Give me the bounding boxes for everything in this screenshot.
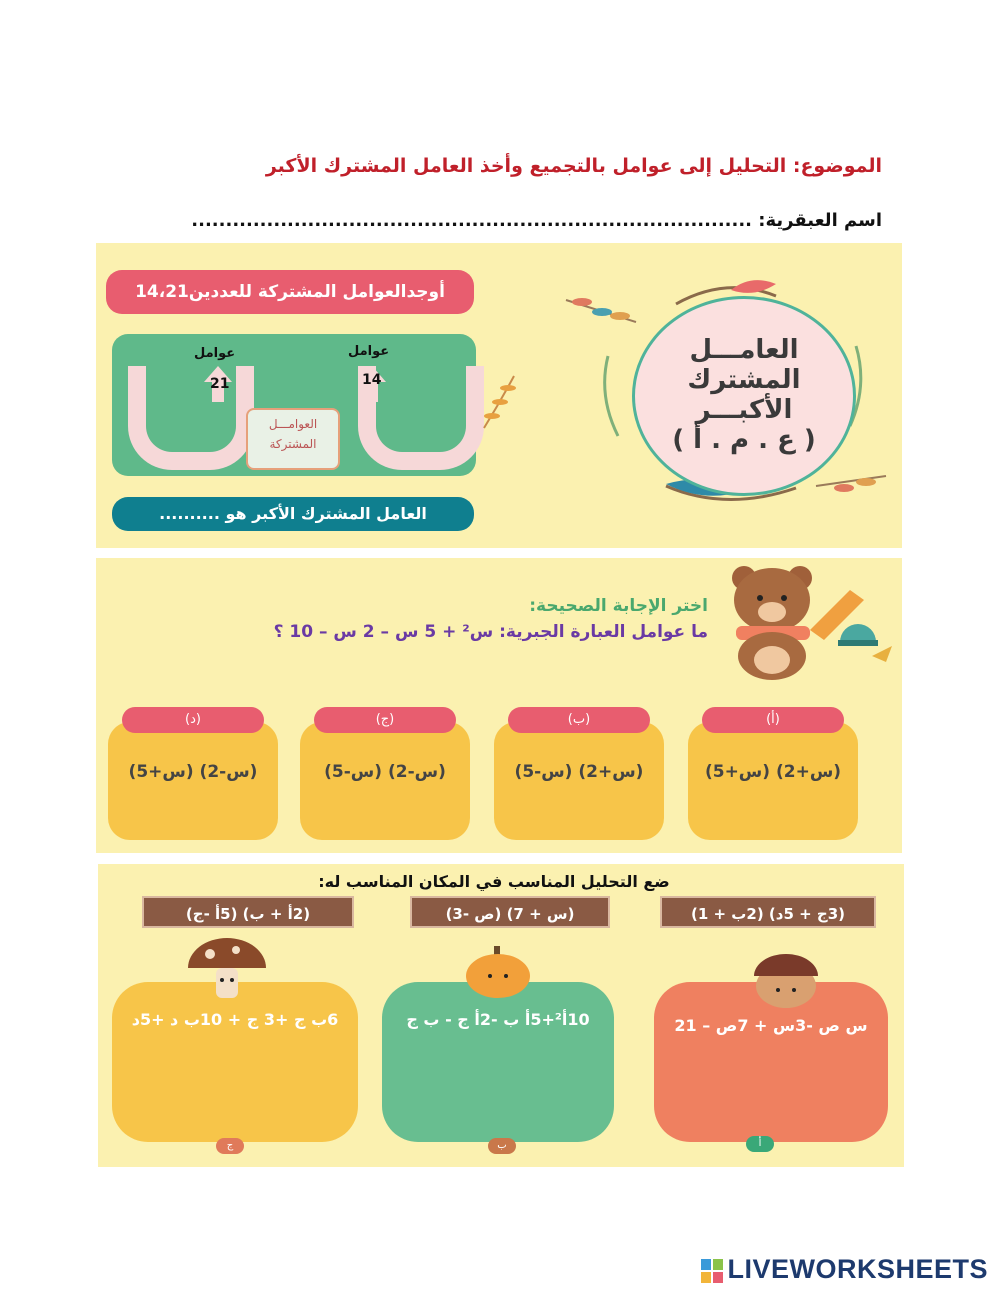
drop-card-c[interactable]: [112, 982, 358, 1142]
card-letter-b: ب: [488, 1138, 516, 1154]
answer-tag-2[interactable]: (س + 7) (ص -3): [410, 896, 610, 928]
factors-label-14: عوامل: [348, 344, 390, 359]
liveworksheets-badge-icon: [701, 1259, 723, 1283]
drop-card-b[interactable]: [382, 982, 614, 1142]
gcf-abbreviation: ( ع . م . أ ): [672, 425, 816, 455]
logo-text: LIVEWORKSHEETS: [727, 1254, 988, 1284]
gcf-title-line3: الأكبـــر: [695, 395, 793, 425]
bear-with-scarf-icon: [722, 560, 902, 680]
worksheet-topic: الموضوع: التحليل إلى عوامل بالتجميع وأخذ العامل المشترك الأكبر: [265, 155, 882, 177]
answer-tag-3[interactable]: (2أ + ب) (5أ -ج): [142, 896, 354, 928]
choice-text-d[interactable]: (س-2) (س+5): [128, 762, 258, 782]
choice-label-c: (ج): [314, 707, 456, 733]
factors-21-answer-box[interactable]: [146, 372, 186, 412]
common-factors-task: أوجدالعوامل المشتركة للعددين14،21: [106, 270, 474, 314]
expression-c: 6ب ج +3 ج + 10ب د +5د: [131, 1010, 339, 1029]
pumpkin-icon: [458, 944, 538, 1000]
matching-instruction: ضع التحليل المناسب في المكان المناسب له:: [318, 872, 670, 891]
choice-text-c[interactable]: (س-2) (س-5): [324, 762, 446, 782]
choice-text-b[interactable]: (س+2) (س-5): [514, 762, 644, 782]
question-instruction: اختر الإجابة الصحيحة:: [529, 596, 708, 616]
acorn-icon: [746, 950, 826, 1010]
leaf-sprig-icon: [480, 372, 520, 432]
number-14: 14: [362, 372, 382, 388]
gcf-answer-field[interactable]: العامل المشترك الأكبر هو ..........: [112, 497, 474, 531]
liveworksheets-logo: [701, 1254, 988, 1285]
gcf-title-line2: المشترك: [687, 365, 801, 395]
answer-tag-1[interactable]: (3ج + 5د) (2ب + 1): [660, 896, 876, 928]
factors-label-21: عوامل: [194, 346, 236, 361]
common-factors-box[interactable]: العوامـــل المشتركة: [246, 408, 340, 470]
gcf-title-circle: [632, 296, 856, 496]
choice-label-b: (ب): [508, 707, 650, 733]
expression-a: س ص -3س + 7ص – 21: [674, 1016, 868, 1035]
choice-label-d: (د): [122, 707, 264, 733]
number-21: 21: [210, 376, 230, 392]
student-name-field[interactable]: اسم العبقرية: ..................................................................................: [191, 210, 882, 231]
mushroom-icon: [182, 936, 272, 1002]
choice-label-a: (أ): [702, 707, 844, 733]
gcf-title-line1: العامـــل: [689, 335, 799, 365]
expression-b: 10أ²+5أ ب -2أ ج - ب ج: [406, 1010, 590, 1029]
card-letter-a: أ: [746, 1136, 774, 1152]
question-text: ما عوامل العبارة الجبرية: س² + 5 س – 2 س – 10 ؟: [273, 622, 708, 642]
factors-14-answer-box[interactable]: [406, 372, 446, 412]
card-letter-c: ج: [216, 1138, 244, 1154]
choice-text-a[interactable]: (س+2) (س+5): [704, 762, 842, 782]
